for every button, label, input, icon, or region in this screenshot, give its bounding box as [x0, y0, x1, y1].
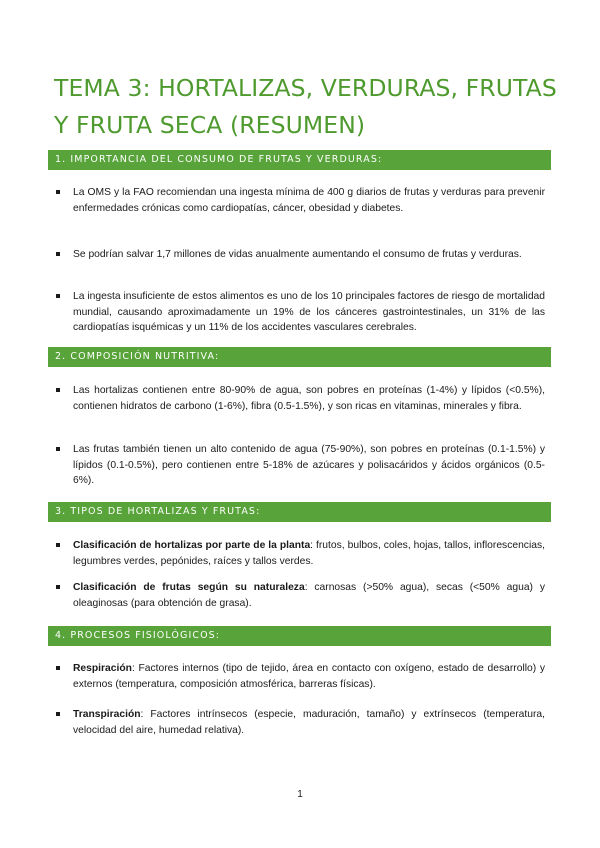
section-heading-composicion: [48, 347, 551, 367]
list-item-description: : Factores internos (tipo de tejido, área en contacto con oxígeno, estado de desarrollo) y externos (temperatura, composición atmosférica, barreras físicas).: [73, 663, 545, 690]
list-item: [56, 185, 545, 216]
list-item: [56, 538, 545, 569]
section-heading-label: 1. IMPORTANCIA DEL CONSUMO DE FRUTAS Y VERDURAS:: [55, 154, 383, 165]
list-item: [56, 661, 545, 692]
list-item-description: : carnosas (>50% agua), secas (<50% agua) y oleaginosas (para obtención de grasa).: [73, 582, 545, 609]
list-item-text: Se podrían salvar 1,7 millones de vidas anualmente aumentando el consumo de frutas y verduras.: [73, 249, 522, 260]
list-item-text: [73, 580, 545, 611]
list-item-term: Clasificación de frutas según su naturaleza: [73, 582, 305, 593]
bullet-icon: [56, 585, 60, 589]
section-heading-label: 3. TIPOS DE HORTALIZAS Y FRUTAS:: [55, 506, 261, 517]
list-item-text: [73, 707, 545, 738]
list-item-text: Las hortalizas contienen entre 80-90% de agua, son pobres en proteínas (1-4%) y lípidos (<0.5%), contienen hidratos de carbono (1-6%), fibra (0.5-1.5%), y son ricas en vitaminas, minerales y fibra.: [73, 385, 545, 412]
list-item-term: Transpiración: [73, 709, 141, 720]
bullet-icon: [56, 294, 60, 298]
list-item-text: La ingesta insuficiente de estos alimentos es uno de los 10 principales factores de riesgo de mortalidad mundial, causando aproximadamente un 19% de los cánceres gastrointestinales, un 31% de las cardiopatías isquémicas y un 11% de los accidentes vasculares cerebrales.: [73, 291, 545, 333]
section-heading-label: 2. COMPOSICIÓN NUTRITIVA:: [55, 351, 220, 362]
list-item-text: La OMS y la FAO recomiendan una ingesta mínima de 400 g diarios de frutas y verduras para prevenir enfermedades crónicas como cardiopatías, cáncer, obesidad y diabetes.: [73, 187, 545, 214]
bullet-icon: [56, 712, 60, 716]
section-heading-label: 4. PROCESOS FISIOLÓGICOS:: [55, 630, 221, 641]
section-heading-procesos: [48, 626, 551, 646]
list-item: [56, 707, 545, 738]
list-item-text: [73, 661, 545, 692]
bullet-icon: [56, 543, 60, 547]
page-number: 1: [297, 789, 303, 800]
list-item: [56, 383, 545, 414]
section-heading-tipos: [48, 502, 551, 522]
list-item-description: : Factores intrínsecos (especie, maduración, tamaño) y extrínsecos (temperatura, velocidad del aire, humedad relativa).: [73, 709, 545, 736]
bullet-icon: [56, 388, 60, 392]
bullet-icon: [56, 190, 60, 194]
list-item-text: Las frutas también tienen un alto contenido de agua (75-90%), son pobres en proteínas (0.1-1.5%) y lípidos (0.1-0.5%), pero contienen entre 5-18% de azúcares y polisacáridos y ácidos orgánicos (0.5-6%).: [73, 444, 545, 486]
page-title: [54, 70, 557, 144]
list-item: [56, 247, 545, 263]
list-item-term: Clasificación de hortalizas por parte de la planta: [73, 540, 311, 551]
list-item-text: [73, 538, 545, 569]
list-item: [56, 580, 545, 611]
list-item-term: Respiración: [73, 663, 132, 674]
list-item-description: : frutos, bulbos, coles, hojas, tallos, inflorescencias, legumbres verdes, pepónides, raíces y tallos verdes.: [73, 540, 545, 567]
title-line-1: TEMA 3: HORTALIZAS, VERDURAS, FRUTAS: [54, 74, 557, 102]
list-item: [56, 442, 545, 489]
list-item: [56, 289, 545, 336]
bullet-icon: [56, 447, 60, 451]
title-line-2: Y FRUTA SECA (RESUMEN): [54, 111, 366, 139]
bullet-icon: [56, 252, 60, 256]
section-heading-importancia: [48, 150, 551, 170]
bullet-icon: [56, 666, 60, 670]
